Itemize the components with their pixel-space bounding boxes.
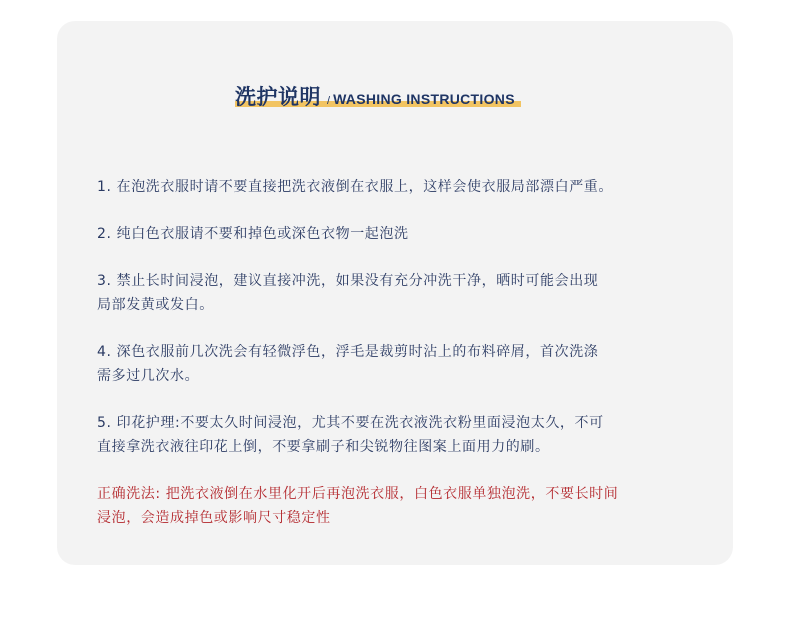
title-chinese: 洗护说明 <box>235 85 321 109</box>
instruction-line: 1. 在泡洗衣服时请不要直接把洗衣液倒在衣服上，这样会使衣服局部漂白严重。 <box>97 179 614 195</box>
instruction-line: 直接拿洗衣液往印花上倒，不要拿刷子和尖锐物往图案上面用力的刷。 <box>97 439 550 455</box>
title-english: WASHING INSTRUCTIONS <box>333 91 515 107</box>
instructions-card <box>57 21 733 565</box>
note-line: 浸泡，会造成掉色或影响尺寸稳定性 <box>97 510 331 526</box>
instruction-line: 3. 禁止长时间浸泡，建议直接冲洗，如果没有充分冲洗干净，晒时可能会出现 <box>97 273 599 289</box>
section-title <box>235 81 515 111</box>
instruction-item-1 <box>97 175 717 199</box>
correct-washing-note <box>97 482 717 530</box>
note-line: 正确洗法: 把洗衣液倒在水里化开后再泡洗衣服，白色衣服单独泡洗，不要长时间 <box>97 486 619 502</box>
instruction-line: 2. 纯白色衣服请不要和掉色或深色衣物一起泡洗 <box>97 226 409 242</box>
instruction-line: 局部发黄或发白。 <box>97 297 214 313</box>
instruction-line: 需多过几次水。 <box>97 368 200 384</box>
instruction-item-5 <box>97 411 717 459</box>
instruction-item-4 <box>97 340 717 388</box>
instruction-item-2 <box>97 222 717 246</box>
instruction-list <box>97 175 717 482</box>
title-separator: / <box>327 95 331 107</box>
instruction-line: 5. 印花护理:不要太久时间浸泡，尤其不要在洗衣液洗衣粉里面浸泡太久，不可 <box>97 415 604 431</box>
instruction-line: 4. 深色衣服前几次洗会有轻微浮色，浮毛是裁剪时沾上的布料碎屑，首次洗涤 <box>97 344 599 360</box>
instruction-item-3 <box>97 269 717 317</box>
